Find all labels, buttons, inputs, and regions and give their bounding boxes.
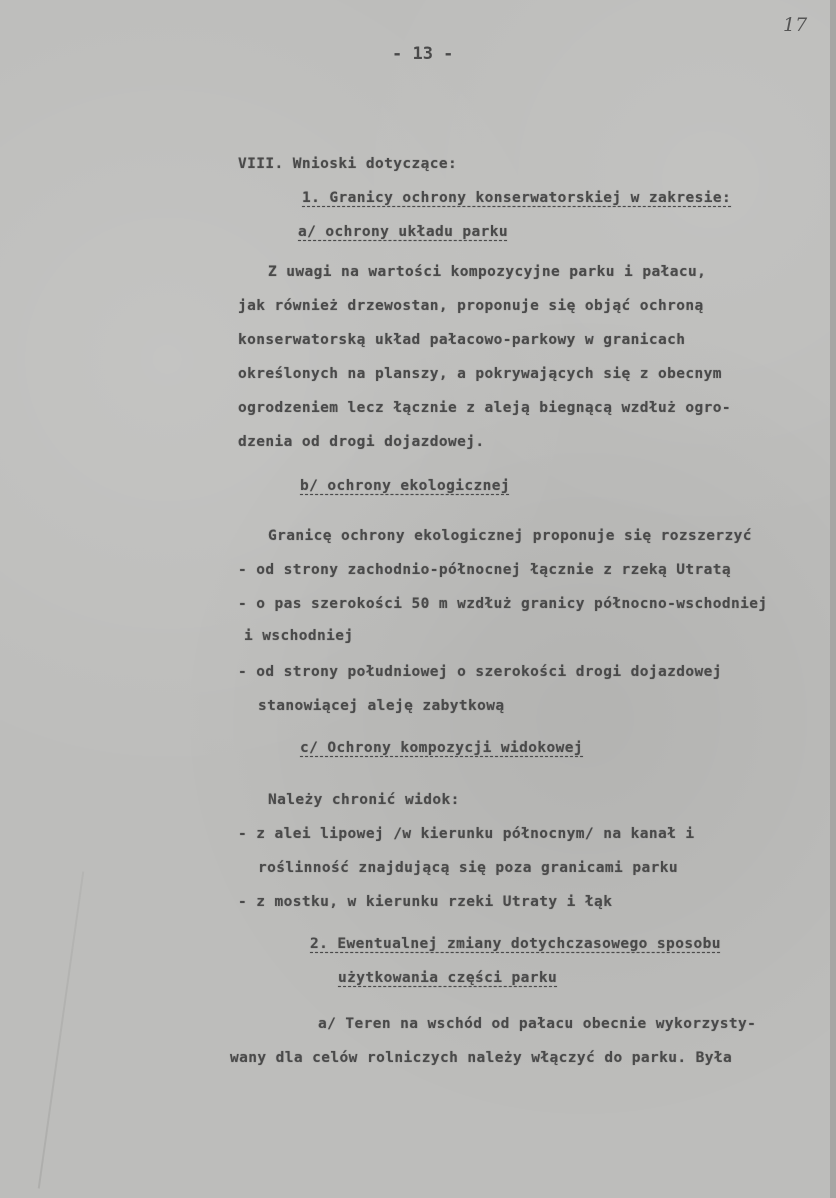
paragraph-line: wany dla celów rolniczych należy włączyć do parku. Była <box>230 1050 733 1066</box>
list-item-continuation: i wschodniej <box>244 628 354 644</box>
paragraph-line: Z uwagi na wartości kompozycyjne parku i pałacu, <box>268 264 707 280</box>
list-item-continuation: roślinność znajdującą się poza granicami parku <box>258 860 678 876</box>
section-1-title: 1. Granicy ochrony konserwatorskiej w zakresie: <box>302 190 732 206</box>
paragraph-line: ogrodzeniem lecz łącznie z aleją biegnącą wzdłuż ogro- <box>238 400 732 416</box>
paragraph-line: jak również drzewostan, proponuje się objąć ochroną <box>238 298 704 314</box>
list-item: - od strony południowej o szerokości drogi dojazdowej <box>238 664 722 680</box>
list-item: - z mostku, w kierunku rzeki Utraty i łąk <box>238 894 613 910</box>
archive-number: 17 <box>783 14 808 36</box>
list-item: - z alei lipowej /w kierunku północnym/ na kanał i <box>238 826 695 842</box>
page-number: - 13 - <box>392 44 454 64</box>
list-item-continuation: stanowiącej aleję zabytkową <box>258 698 505 714</box>
paragraph-line: Granicę ochrony ekologicznej proponuje się rozszerzyć <box>268 528 752 544</box>
list-item: - od strony zachodnio-północnej łącznie z rzeką Utratą <box>238 562 732 578</box>
paragraph-line: dzenia od drogi dojazdowej. <box>238 434 485 450</box>
section-heading: VIII. Wnioski dotyczące: <box>238 156 458 172</box>
paragraph-line: a/ Teren na wschód od pałacu obecnie wykorzysty- <box>318 1016 757 1032</box>
subsection-a-title: a/ ochrony układu parku <box>298 224 508 240</box>
paragraph-line: Należy chronić widok: <box>268 792 460 808</box>
subsection-b-title: b/ ochrony ekologicznej <box>300 478 510 494</box>
section-2-title-continuation: użytkowania części parku <box>338 970 558 986</box>
paragraph-line: określonych na planszy, a pokrywających się z obecnym <box>238 366 722 382</box>
paragraph-line: konserwatorską układ pałacowo-parkowy w granicach <box>238 332 686 348</box>
section-2-title: 2. Ewentualnej zmiany dotychczasowego sposobu <box>310 936 721 952</box>
list-item: - o pas szerokości 50 m wzdłuż granicy północno-wschodniej <box>238 596 768 612</box>
paper-crease <box>38 871 85 1188</box>
subsection-c-title: c/ Ochrony kompozycji widokowej <box>300 740 584 756</box>
